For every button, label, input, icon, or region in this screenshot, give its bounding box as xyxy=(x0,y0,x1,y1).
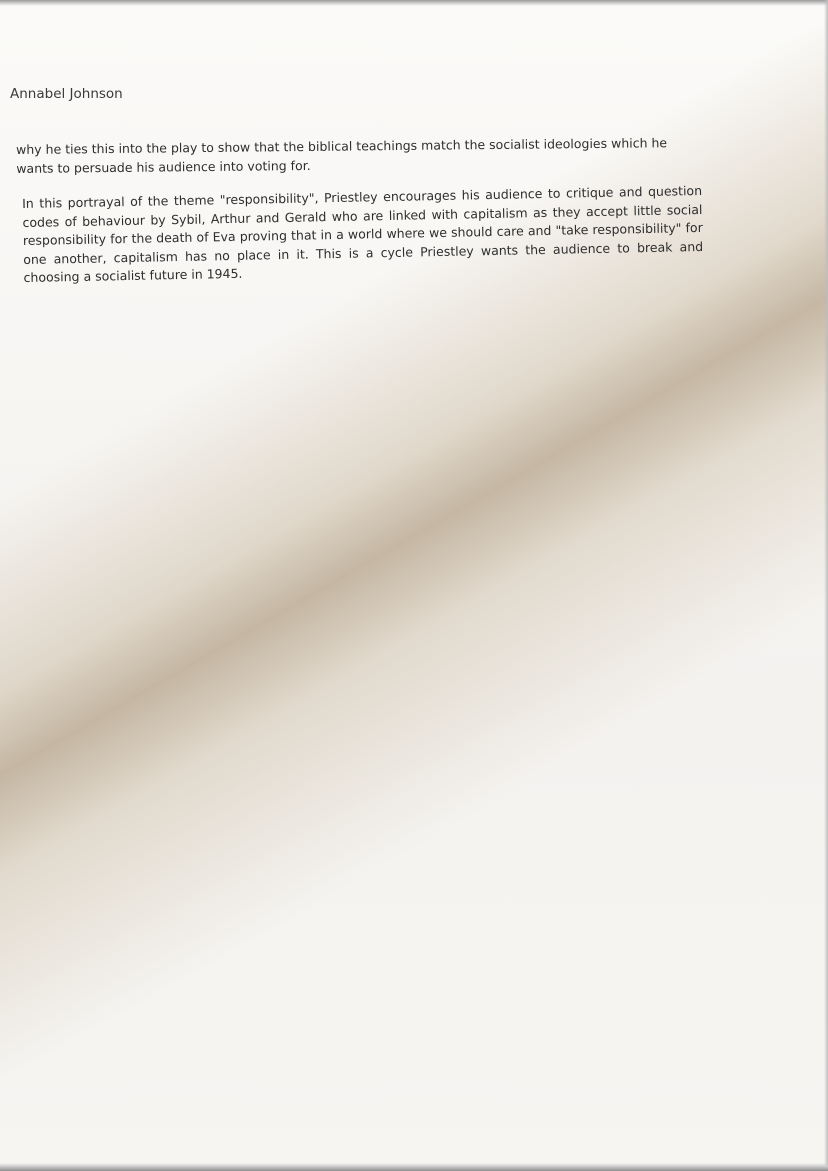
page-top-edge xyxy=(0,0,828,6)
page-right-edge xyxy=(824,0,828,1171)
author-name: Annabel Johnson xyxy=(10,86,123,102)
paragraph-conclusion: In this portrayal of the theme "responsibility", Priestley encourages his audience to critique and question codes of behaviour by Sybil, Arthur and Gerald who are linked with capitalism as they accept little social responsibility for the death of Eva proving that in a world where we should care and "take responsibility" for one another, capitalism has no place in it. This is a cycle Priestley wants the audience to break and choosing a socialist future in 1945. xyxy=(22,182,704,285)
page-bottom-edge xyxy=(0,1163,828,1171)
paragraph-continuation: why he ties this into the play to show that the biblical teachings match the socialist ideologies which he wants to persuade his audience into voting for. xyxy=(16,135,668,176)
